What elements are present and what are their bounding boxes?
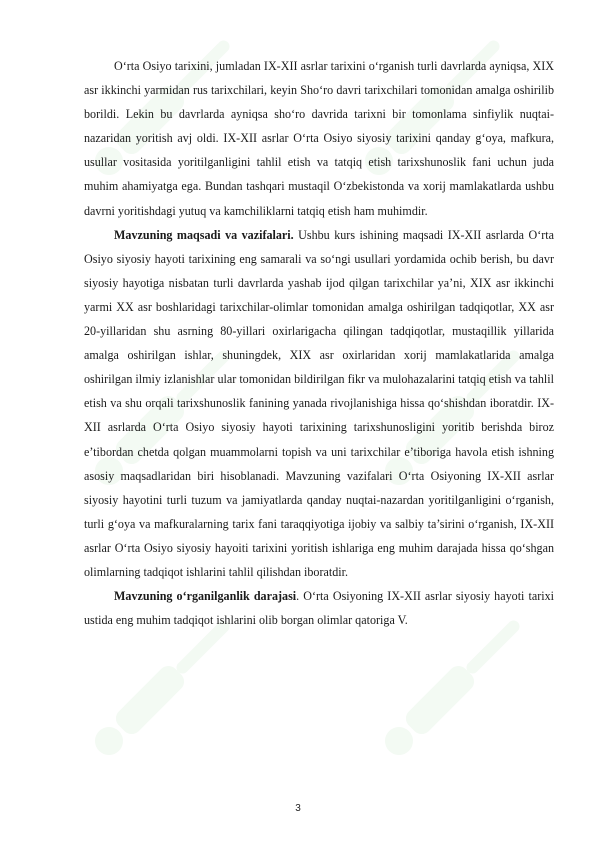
page-number: 3: [295, 803, 301, 814]
paragraph-study-level: [84, 584, 554, 632]
paragraph-goals-text: Ushbu kurs ishining maqsadi IX-XII asrlarda O‘rta Osiyo siyosiy hayoti tarixining eng samarali va so‘ngi usullari yordamida ochib berish, bu davr siyosiy hayotiga nisbatan turli davrlarda yashab ijod qilgan tarixchilar ya’ni, XIX asr ikkinchi yarmi XX asr boshlaridagi tarixchilar-olimlar tomonidan amalga oshirilgan tadqiqotlar, XX asr 20-yillaridan shu asrning 80-yillari oxirlarigacha qilingan tadqiqotlar, mustaqillik yillarida amalga oshirilgan ishlar, shuningdek, XIX asr oxirlaridan xorij mamlakatlarida amalga oshirilgan ilmiy izlanishlar ular tomonidan bildirilgan fikr va mulohazalarini tatqiq etish va tahlil etish va shu orqali tarixshunoslik fanining yanada rivojlanishiga hissa qo‘shishdan iboratdir. IX-XII asrlarda O‘rta Osiyo siyosiy hayoti tarixining tarixshunosligini yoritib berishda biroz e’tibordan chetda qolgan muammolarni topish va uni tarixchilar e’tiboriga havola etish ishning asosiy maqsadlaridan biri hisoblanadi. Mavzuning vazifalari O‘rta Osiyoning IX-XII asrlar siyosiy hayotini turli tuzum va jamiyatlarda qanday nuqtai-nazardan yoritilganligini o‘rganish, turli g‘oya va mafkuralarning tarix fani taraqqiyotiga ijobiy va salbiy ta’sirini o‘rganish, IX-XII asrlar O‘rta Osiyo siyosiy hayoiti tarixini yoritish ishlariga eng muhim darajada hissa qo‘shgan olimlarning tadqiqot ishlarini tahlil qilishdan iboratdir.: [84, 227, 554, 579]
paragraph-study-level-text: . O‘rta Osiyoning IX-XII asrlar siyosiy hayoti tarixi ustida eng muhim tadqiqot ishlarini olib borgan olimlar qatoriga V.: [84, 589, 554, 628]
watermark-logo: [379, 612, 527, 760]
section-heading-goals: Mavzuning maqsadi va vazifalari.: [114, 227, 294, 242]
document-body: [84, 54, 554, 632]
paragraph-goals: [84, 223, 554, 584]
watermark-logo: [89, 612, 237, 760]
section-heading-study-level: Mavzuning o‘rganilganlik darajasi: [114, 589, 297, 604]
paragraph-intro: O‘rta Osiyo tarixini, jumladan IX-XII asrlar tarixini o‘rganish turli davrlarda ayniqsa, XIX asr ikkinchi yarmidan rus tarixchilari, keyin Sho‘ro davri tarixchilari tomonidan amalga oshirilib borildi. Lekin bu davrlarda ayniqsa sho‘ro davrida tarixni bir tomonlama sinfiylik nuqtai-nazaridan yoritish avj oldi. IX-XII asrlar O‘rta Osiyo siyosiy tarixini qanday g‘oya, mafkura, usullar vositasida yoritilganligini tahlil etish va tatqiq etish tarixshunoslik fani uchun juda muhim ahamiyatga ega. Bundan tashqari mustaqil O‘zbekistonda va xorij mamlakatlarda ushbu davrni yoritishdagi yutuq va kamchiliklarni tatqiq etish ham muhimdir.: [84, 59, 554, 218]
